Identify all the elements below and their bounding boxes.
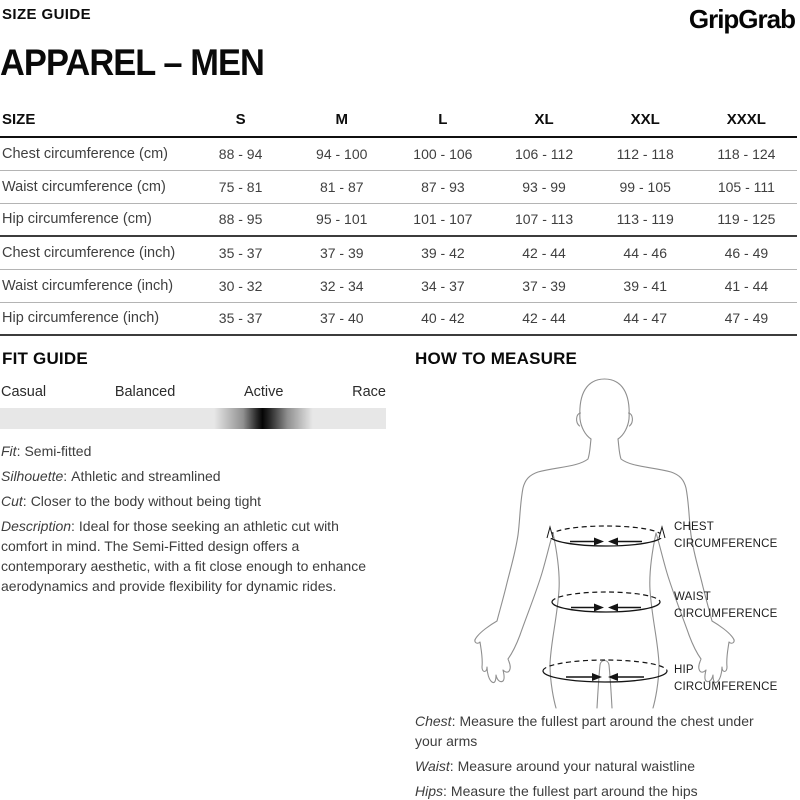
page-title: APPAREL – MEN: [0, 42, 264, 83]
table-row: [0, 170, 797, 203]
cell-value: 37 - 39: [291, 236, 392, 269]
cell-value: 37 - 39: [493, 269, 594, 302]
fit-scale-labels: [1, 384, 386, 400]
gripgrab-logo: GripGrab: [688, 4, 795, 34]
cell-value: 47 - 49: [696, 302, 797, 335]
fit-detail: Silhouette: Athletic and streamlined: [1, 468, 221, 484]
measure-instruction-waist: Waist: Measure around your natural waistline: [415, 758, 695, 774]
cell-value: 88 - 94: [190, 137, 291, 170]
cell-value: 35 - 37: [190, 302, 291, 335]
column-header-xl: XL: [493, 106, 594, 137]
table-row: [0, 236, 797, 269]
cell-value: 93 - 99: [493, 170, 594, 203]
cell-value: 39 - 42: [392, 236, 493, 269]
cell-value: 34 - 37: [392, 269, 493, 302]
row-label: Waist circumference (inch): [0, 269, 190, 302]
cell-value: 87 - 93: [392, 170, 493, 203]
size-table-header-row: [0, 106, 797, 137]
cell-value: 32 - 34: [291, 269, 392, 302]
cell-value: 112 - 118: [595, 137, 696, 170]
cell-value: 88 - 95: [190, 203, 291, 236]
fit-detail: Fit: Semi-fitted: [1, 443, 92, 459]
scale-label-active: Active: [243, 384, 284, 400]
column-header-xxl: XXL: [595, 106, 696, 137]
cell-value: 42 - 44: [493, 302, 594, 335]
cell-value: 42 - 44: [493, 236, 594, 269]
measure-instruction-chest: Chest: Measure the fullest part around the chest under your arms: [415, 713, 754, 749]
cell-value: 118 - 124: [696, 137, 797, 170]
cell-value: 81 - 87: [291, 170, 392, 203]
hip-circumference-label: HIP CIRCUMFERENCE: [674, 664, 778, 693]
fit-detail: Description: Ideal for those seeking an athletic cut with comfort in mind. The Semi-Fitted design offers a contemporary aesthetic, with a fit close enough to enhance aerodynamics and provide flexibility for dynamic rides.: [1, 518, 366, 594]
cell-value: 119 - 125: [696, 203, 797, 236]
row-label: Waist circumference (cm): [0, 170, 190, 203]
row-label: Hip circumference (inch): [0, 302, 190, 335]
column-header-xxxl: XXXL: [696, 106, 797, 137]
cell-value: 30 - 32: [190, 269, 291, 302]
cell-value: 75 - 81: [190, 170, 291, 203]
chest-circumference-label: CHEST CIRCUMFERENCE: [674, 521, 778, 550]
row-label: Hip circumference (cm): [0, 203, 190, 236]
fit-guide-title: FIT GUIDE: [2, 349, 88, 368]
size-guide-label: SIZE GUIDE: [2, 6, 92, 23]
cell-value: 46 - 49: [696, 236, 797, 269]
column-header-s: S: [190, 106, 291, 137]
fit-details: [1, 441, 383, 601]
fit-detail: Cut: Closer to the body without being tight: [1, 493, 262, 509]
column-header-size: SIZE: [0, 106, 190, 137]
column-header-m: M: [291, 106, 392, 137]
how-to-measure-title: HOW TO MEASURE: [415, 349, 578, 368]
cell-value: 107 - 113: [493, 203, 594, 236]
cell-value: 94 - 100: [291, 137, 392, 170]
row-label: Chest circumference (inch): [0, 236, 190, 269]
measure-instruction-hips: Hips: Measure the fullest part around the hips: [415, 783, 698, 799]
cell-value: 39 - 41: [595, 269, 696, 302]
cell-value: 35 - 37: [190, 236, 291, 269]
table-row: [0, 269, 797, 302]
scale-label-race: Race: [352, 384, 386, 400]
cell-value: 100 - 106: [392, 137, 493, 170]
cell-value: 106 - 112: [493, 137, 594, 170]
measure-instructions: [415, 711, 767, 800]
cell-value: 99 - 105: [595, 170, 696, 203]
table-row: [0, 302, 797, 335]
scale-label-balanced: Balanced: [114, 384, 176, 400]
cell-value: 40 - 42: [392, 302, 493, 335]
table-row: [0, 203, 797, 236]
cell-value: 101 - 107: [392, 203, 493, 236]
cell-value: 41 - 44: [696, 269, 797, 302]
waist-circumference-label: WAIST CIRCUMFERENCE: [674, 591, 778, 620]
cell-value: 44 - 46: [595, 236, 696, 269]
size-table: [0, 106, 797, 336]
column-header-l: L: [392, 106, 493, 137]
cell-value: 105 - 111: [696, 170, 797, 203]
row-label: Chest circumference (cm): [0, 137, 190, 170]
cell-value: 37 - 40: [291, 302, 392, 335]
cell-value: 113 - 119: [595, 203, 696, 236]
cell-value: 95 - 101: [291, 203, 392, 236]
fit-scale-bar: [0, 408, 386, 429]
table-row: [0, 137, 797, 170]
scale-label-casual: Casual: [1, 384, 47, 400]
cell-value: 44 - 47: [595, 302, 696, 335]
